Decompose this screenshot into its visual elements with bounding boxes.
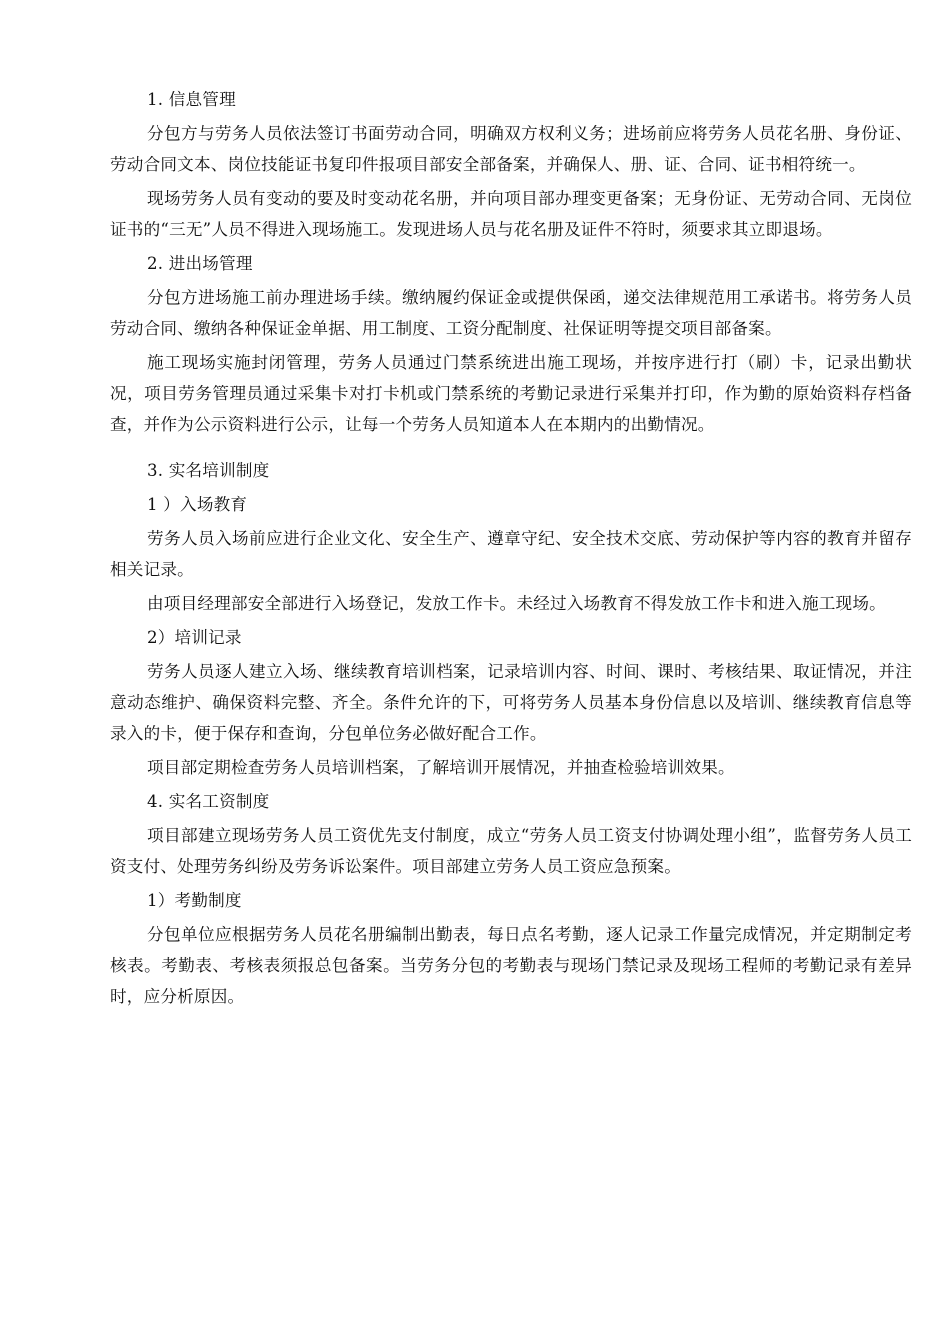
subsection-heading-training-records: 2）培训记录 [147, 628, 242, 647]
section-heading-info-management: 1. 信息管理 [147, 90, 236, 109]
paragraph: 由项目经理部安全部进行入场登记，发放工作卡。未经过入场教育不得发放工作卡和进入施工现场。 [147, 594, 886, 613]
subsection-heading-entry-education: 1 ）入场教育 [147, 495, 248, 514]
paragraph: 项目部建立现场劳务人员工资优先支付制度，成立“劳务人员工资支付协调处理小组”，监督劳务人员工资支付、处理劳务纠纷及劳务诉讼案件。项目部建立劳务人员工资应急预案。 [110, 826, 912, 876]
paragraph: 劳务人员入场前应进行企业文化、安全生产、遵章守纪、安全技术交底、劳动保护等内容的教育并留存相关记录。 [110, 529, 912, 579]
paragraph: 劳务人员逐人建立入场、继续教育培训档案，记录培训内容、时间、课时、考核结果、取证情况，并注意动态维护、确保资料完整、齐全。条件允许的下，可将劳务人员基本身份信息以及培训、继续教育信息等录入的卡，便于保存和查询，分包单位务必做好配合工作。 [110, 662, 912, 743]
paragraph: 现场劳务人员有变动的要及时变动花名册，并向项目部办理变更备案；无身份证、无劳动合同、无岗位证书的“三无”人员不得进入现场施工。发现进场人员与花名册及证件不符时，须要求其立即退场。 [110, 189, 912, 239]
paragraph: 分包方进场施工前办理进场手续。缴纳履约保证金或提供保函，递交法律规范用工承诺书。将劳务人员劳动合同、缴纳各种保证金单据、用工制度、工资分配制度、社保证明等提交项目部备案。 [110, 288, 912, 338]
section-heading-wages: 4. 实名工资制度 [147, 792, 270, 811]
section-heading-entry-exit: 2. 进出场管理 [147, 254, 253, 273]
section-heading-training: 3. 实名培训制度 [147, 461, 270, 480]
paragraph: 分包方与劳务人员依法签订书面劳动合同，明确双方权利义务；进场前应将劳务人员花名册、身份证、劳动合同文本、岗位技能证书复印件报项目部安全部备案，并确保人、册、证、合同、证书相符统一。 [110, 124, 912, 174]
document-body [110, 84, 912, 1015]
paragraph: 项目部定期检查劳务人员培训档案，了解培训开展情况，并抽查检验培训效果。 [147, 758, 735, 777]
subsection-heading-attendance: 1）考勤制度 [147, 891, 242, 910]
paragraph: 分包单位应根据劳务人员花名册编制出勤表，每日点名考勤，逐人记录工作量完成情况，并定期制定考核表。考勤表、考核表须报总包备案。当劳务分包的考勤表与现场门禁记录及现场工程师的考勤记录有差异时，应分析原因。 [110, 925, 912, 1006]
paragraph: 施工现场实施封闭管理，劳务人员通过门禁系统进出施工现场，并按序进行打（刷）卡，记录出勤状况，项目劳务管理员通过采集卡对打卡机或门禁系统的考勤记录进行采集并打印，作为勤的原始资料存档备查，并作为公示资料进行公示，让每一个劳务人员知道本人在本期内的出勤情况。 [110, 353, 912, 434]
